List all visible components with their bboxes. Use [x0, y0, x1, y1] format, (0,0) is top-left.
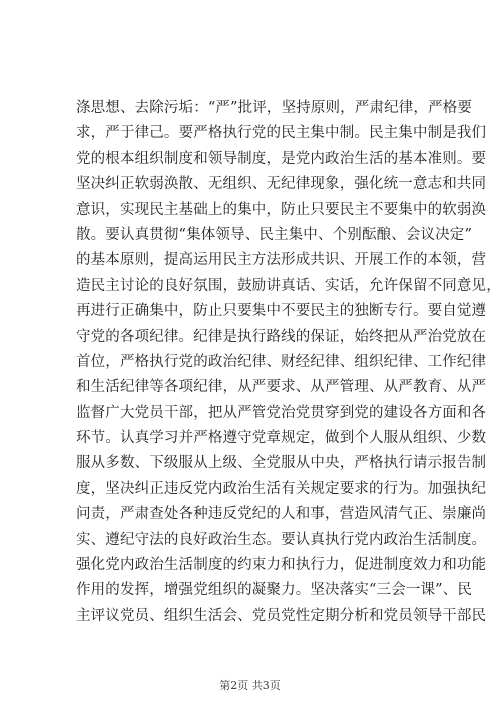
text-line: 意识，实现民主基础上的集中，防止只要民主不要集中的软弱涣: [76, 201, 487, 218]
text-line: 实、遵纪守法的良好政治生态。要认真执行党内政治生活制度。: [76, 531, 487, 548]
text-line: 涤思想、去除污垢：“严”批评，坚持原则，严肃纪律，严格要: [76, 100, 473, 116]
text-line: 首位，严格执行党的政治纪律、财经纪律、组织纪律、工作纪律: [76, 353, 487, 370]
text-line: 党的根本组织制度和领导制度，是党内政治生活的基本准则。要: [76, 150, 487, 167]
text-line: 守党的各项纪律。纪律是执行路线的保证，始终把从严治党放在: [76, 328, 487, 345]
text-line: 度，坚决纠正违反党内政治生活有关规定要求的行为。加强执纪: [76, 480, 487, 497]
text-line: 作用的发挥，增强党组织的凝聚力。坚决落实“三会一课”、民: [76, 582, 473, 599]
body-text: [76, 96, 501, 629]
text-line: 再进行正确集中，防止只要集中不要民主的独断专行。要自觉遵: [76, 303, 487, 320]
text-line: 服从多数、下级服从上级、全党服从中央，严格执行请示报告制: [76, 455, 487, 472]
text-line: 问责，严肃查处各种违反党纪的人和事，营造风清气正、崇廉尚: [76, 506, 487, 523]
text-line: 主评议党员、组织生活会、党员党性定期分析和党员领导干部民: [76, 607, 487, 624]
text-line: 求，严于律己。要严格执行党的民主集中制。民主集中制是我们: [76, 125, 487, 142]
text-line: 坚决纠正软弱涣散、无组织、无纪律现象，强化统一意志和共同: [76, 176, 487, 193]
text-line: 散。要认真贯彻“集体领导、民主集中、个别酝酿、会议决定”: [76, 226, 473, 243]
text-line: 和生活纪律等各项纪律，从严要求、从严管理、从严教育、从严: [76, 379, 487, 396]
page-footer: 第2页 共3页: [219, 679, 281, 692]
text-line: 的基本原则，提高运用民主方法形成共识、开展工作的本领，营: [76, 252, 487, 269]
text-line: 造民主讨论的良好氛围，鼓励讲真话、实话，允许保留不同意见，: [76, 277, 501, 294]
text-line: 监督广大党员干部，把从严管党治党贯穿到党的建设各方面和各: [76, 404, 487, 421]
text-line: 环节。认真学习并严格遵守党章规定，做到个人服从组织、少数: [76, 430, 487, 447]
text-line: 强化党内政治生活制度的约束力和执行力，促进制度效力和功能: [76, 557, 487, 574]
